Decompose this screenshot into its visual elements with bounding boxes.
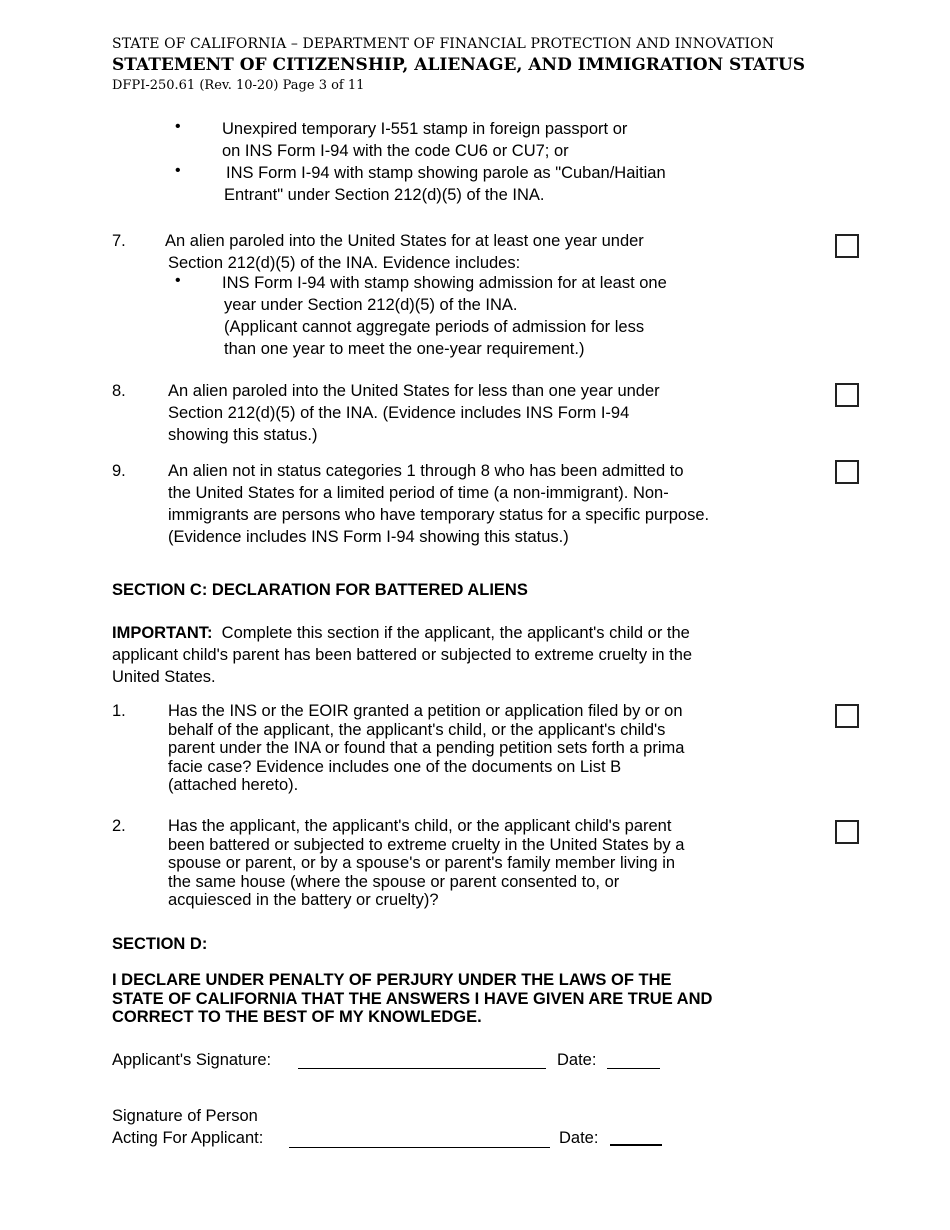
form-title: STATEMENT OF CITIZENSHIP, ALIENAGE, AND IMMIGRATION STATUS <box>112 55 806 75</box>
date-label-2: Date: <box>559 1129 599 1147</box>
item-7-text: An alien paroled into the United States for at least one year under Section 212(d)(5) of the INA. Evidence includes: <box>165 232 644 272</box>
item-9-checkbox[interactable] <box>835 460 859 484</box>
question-1-number: 1. <box>112 702 126 720</box>
list-item: INS Form I-94 with stamp showing parole as "Cuban/Haitian Entrant" under Section 212(d)(5) of the INA. <box>224 164 666 204</box>
section-d-heading: SECTION D: <box>112 935 208 953</box>
question-2-text: Has the applicant, the applicant's child, or the applicant child's parent been battered or subjected to extreme cruelty in the United States by a spouse or parent, or by a spouse's or parent's family member living in the same house (where the spouse or parent consented to, or acquiesced in the battery or cruelty)? <box>168 817 685 909</box>
date-label: Date: <box>557 1051 597 1069</box>
section-c-important: IMPORTANT: Complete this section if the applicant, the applicant's child or the applicant child's parent has been battered or subjected to extreme cruelty in the United States. <box>112 624 693 686</box>
question-1-text: Has the INS or the EOIR granted a petition or application filed by or on behalf of the applicant, the applicant's child, or the applicant's child's parent under the INA or found that a pending petition sets forth a prima facie case? Evidence includes one of the documents on List B (attached hereto). <box>168 702 685 794</box>
applicant-signature-field[interactable] <box>298 1068 546 1069</box>
item-9-number: 9. <box>112 462 126 480</box>
item-7-evidence: INS Form I-94 with stamp showing admission for at least one year under Section 212(d)(5) of the INA. (Applicant cannot aggregate periods of admission for less than one year to meet the one-year requirement.) <box>222 274 667 358</box>
person-signature-label: Signature of Person Acting For Applicant: <box>112 1107 264 1147</box>
bullet-marker: • <box>175 162 181 179</box>
item-8-checkbox[interactable] <box>835 383 859 407</box>
person-signature-field[interactable] <box>289 1147 550 1148</box>
item-8-text: An alien paroled into the United States for less than one year under Section 212(d)(5) of the INA. (Evidence includes INS Form I-94 showing this status.) <box>168 382 660 444</box>
item-7-number: 7. <box>112 232 126 250</box>
person-date-field[interactable] <box>610 1144 662 1146</box>
bullet-marker: • <box>175 118 181 135</box>
question-2-number: 2. <box>112 817 126 835</box>
item-9-text: An alien not in status categories 1 through 8 who has been admitted to the United States for a limited period of time (a non-immigrant). Non- immigrants are persons who have temporary status for a specific purpose. (Evidence includes INS Form I-94 showing this status.) <box>168 462 710 546</box>
bullet-marker: • <box>175 272 181 289</box>
question-1-checkbox[interactable] <box>835 704 859 728</box>
form-id: DFPI-250.61 (Rev. 10-20) Page 3 of 11 <box>112 78 365 93</box>
agency-header: STATE OF CALIFORNIA – DEPARTMENT OF FINANCIAL PROTECTION AND INNOVATION <box>112 36 775 52</box>
applicant-date-field[interactable] <box>607 1068 660 1069</box>
question-2-checkbox[interactable] <box>835 820 859 844</box>
item-8-number: 8. <box>112 382 126 400</box>
list-item: Unexpired temporary I-551 stamp in foreign passport or on INS Form I-94 with the code CU6 or CU7; or <box>222 120 628 160</box>
perjury-declaration: I DECLARE UNDER PENALTY OF PERJURY UNDER THE LAWS OF THE STATE OF CALIFORNIA THAT THE ANSWERS I HAVE GIVEN ARE TRUE AND CORRECT TO THE BEST OF MY KNOWLEDGE. <box>112 971 713 1026</box>
applicant-signature-label: Applicant's Signature: <box>112 1051 272 1069</box>
section-c-heading: SECTION C: DECLARATION FOR BATTERED ALIENS <box>112 581 528 599</box>
important-label: IMPORTANT: <box>112 624 213 642</box>
item-7-checkbox[interactable] <box>835 234 859 258</box>
